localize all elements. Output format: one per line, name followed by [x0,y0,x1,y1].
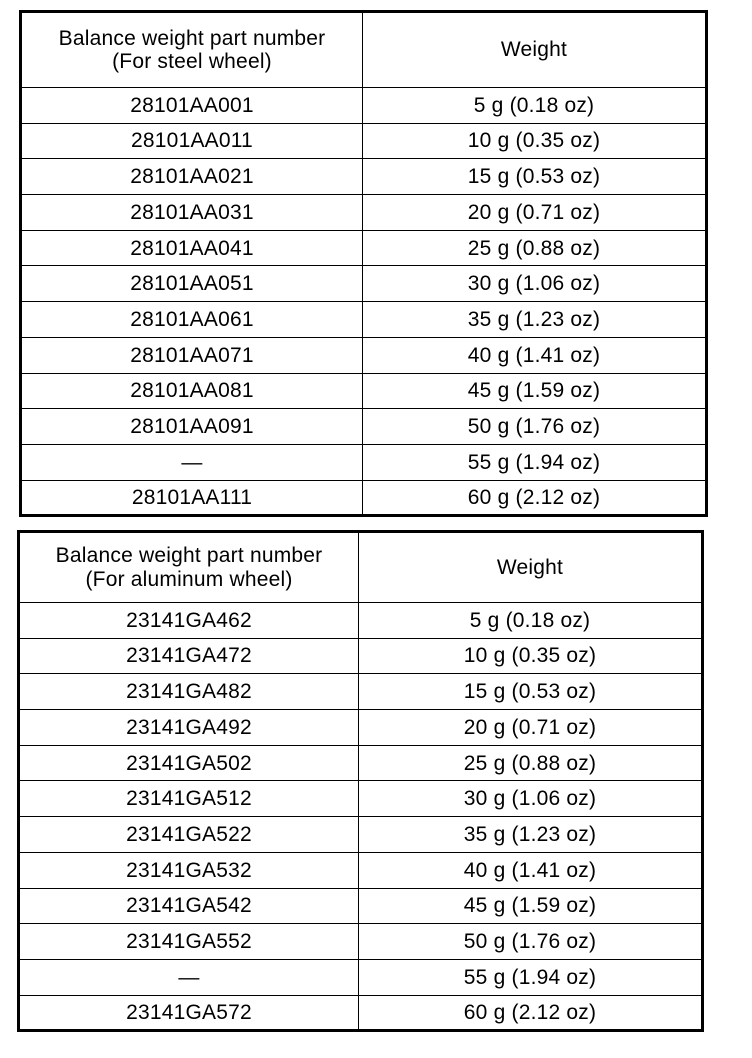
part-number-cell: 28101AA011 [21,123,363,159]
part-number-header-line1: Balance weight part number [58,26,326,50]
table-row [19,638,703,674]
part-number-cell: 28101AA031 [21,195,363,231]
table-row [21,302,707,338]
table-row [21,373,707,409]
part-number-cell: 28101AA061 [21,302,363,338]
table-row [19,710,703,746]
weight-cell: 45 g (1.59 oz) [359,888,703,924]
part-number-header-line2: (For steel wheel) [112,50,272,73]
part-number-column-header [21,12,363,88]
aluminum-wheel-weight-table [17,530,704,1032]
table-row [21,337,707,373]
part-number-header-line1: Balance weight part number [55,544,323,568]
weight-cell: 5 g (0.18 oz) [359,603,703,639]
weight-cell: 35 g (1.23 oz) [363,302,707,338]
part-number-cell: 23141GA522 [19,817,359,853]
weight-cell: 10 g (0.35 oz) [363,123,707,159]
weight-cell: 25 g (0.88 oz) [363,230,707,266]
part-number-cell: 28101AA111 [21,480,363,516]
weight-cell: 5 g (0.18 oz) [363,88,707,124]
part-number-cell: 23141GA532 [19,852,359,888]
part-number-cell: 23141GA552 [19,924,359,960]
weight-cell: 45 g (1.59 oz) [363,373,707,409]
table-body [21,88,707,516]
part-number-cell: — [19,959,359,995]
weight-cell: 60 g (2.12 oz) [363,480,707,516]
table-row [21,480,707,516]
part-number-cell: — [21,444,363,480]
weight-cell: 40 g (1.41 oz) [359,852,703,888]
table-row [19,603,703,639]
part-number-header-line2: (For aluminum wheel) [85,567,293,591]
table-row [21,409,707,445]
part-number-cell: 28101AA071 [21,337,363,373]
part-number-cell: 28101AA081 [21,373,363,409]
weight-cell: 10 g (0.35 oz) [359,638,703,674]
table-row [21,195,707,231]
part-number-cell: 28101AA051 [21,266,363,302]
part-number-cell: 23141GA502 [19,745,359,781]
weight-cell: 20 g (0.71 oz) [363,195,707,231]
part-number-cell: 23141GA482 [19,674,359,710]
steel-wheel-weight-table [19,10,708,517]
table-row [21,123,707,159]
table-row [19,817,703,853]
table-row [19,924,703,960]
part-number-column-header [19,532,359,603]
table-body [19,603,703,1031]
table-row [19,888,703,924]
weight-cell: 15 g (0.53 oz) [359,674,703,710]
table-row [19,674,703,710]
part-number-cell: 23141GA542 [19,888,359,924]
part-number-cell: 28101AA091 [21,409,363,445]
weight-cell: 55 g (1.94 oz) [359,959,703,995]
table-header-row [21,12,707,88]
table-row [21,230,707,266]
part-number-cell: 23141GA492 [19,710,359,746]
table-row [19,745,703,781]
part-number-cell: 23141GA572 [19,995,359,1031]
weight-cell: 30 g (1.06 oz) [359,781,703,817]
part-number-cell: 28101AA001 [21,88,363,124]
table-row [19,959,703,995]
weight-column-header: Weight [363,12,707,88]
table-row [19,781,703,817]
table-row [19,852,703,888]
weight-column-header: Weight [359,532,703,603]
weight-cell: 30 g (1.06 oz) [363,266,707,302]
table-header-row [19,532,703,603]
part-number-cell: 23141GA512 [19,781,359,817]
weight-cell: 50 g (1.76 oz) [359,924,703,960]
part-number-cell: 28101AA041 [21,230,363,266]
weight-cell: 50 g (1.76 oz) [363,409,707,445]
weight-cell: 20 g (0.71 oz) [359,710,703,746]
table-row [21,444,707,480]
table-row [21,266,707,302]
table-row [21,159,707,195]
part-number-cell: 23141GA472 [19,638,359,674]
weight-cell: 55 g (1.94 oz) [363,444,707,480]
table-row [21,88,707,124]
part-number-cell: 28101AA021 [21,159,363,195]
weight-cell: 60 g (2.12 oz) [359,995,703,1031]
weight-cell: 35 g (1.23 oz) [359,817,703,853]
weight-cell: 40 g (1.41 oz) [363,337,707,373]
weight-cell: 15 g (0.53 oz) [363,159,707,195]
weight-cell: 25 g (0.88 oz) [359,745,703,781]
table-row [19,995,703,1031]
part-number-cell: 23141GA462 [19,603,359,639]
